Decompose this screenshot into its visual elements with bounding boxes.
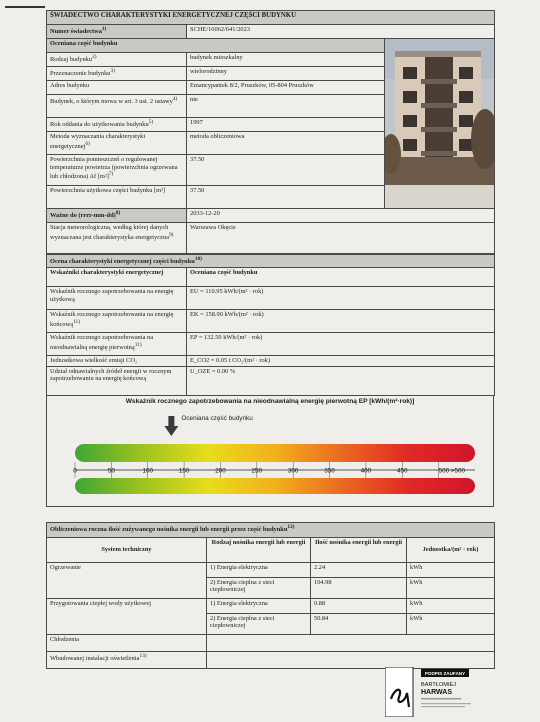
method-label: Metoda wyznaczania charakterystyki energetycznej$^{6)}$ bbox=[47, 132, 187, 155]
usable-area-label: Powierzchnia użytkowa części budynku [m²] bbox=[47, 186, 187, 209]
art3-building-label: Budynek, o którym mowa w art. 3 ust. 2 ustawy$^{4)}$ bbox=[47, 95, 187, 118]
energy-row-heating-amount-2: 104.98 bbox=[311, 577, 407, 598]
energy-row-heating-system: Ogrzewanie bbox=[47, 562, 207, 598]
scale-tick-label: 450 bbox=[397, 467, 408, 474]
document-title: ŚWIADECTWO CHARAKTERYSTYKI ENERGETYCZNEJ CZĘŚCI BUDYNKU bbox=[47, 11, 495, 25]
scale-tick-label: 250 bbox=[251, 467, 263, 474]
energy-col-unit: Jednostka/(m² · rok) bbox=[407, 537, 495, 562]
energy-col-carrier: Rodzaj nośnika energii lub energii bbox=[207, 537, 311, 562]
energy-col-system: System techniczny bbox=[47, 537, 207, 562]
co2-value: E_CO2 = 0.05 t CO₂/(m² · rok) bbox=[187, 355, 495, 366]
certificate-number-value: SCHE/16062/641/2023 bbox=[187, 25, 495, 39]
energy-row-cooling-empty bbox=[207, 634, 495, 651]
building-address-label: Adres budynku bbox=[47, 81, 187, 95]
signature-name-first: BARTŁOMIEJ bbox=[421, 682, 457, 688]
energy-row-lighting-system: Wbudowanej instalacji oświetlenia$^{13)}$ bbox=[47, 651, 207, 668]
energy-row-heating-carrier-2: 2) Energia cieplna z sieci ciepłowniczej bbox=[207, 577, 311, 598]
scale-tick-label: 0 bbox=[73, 467, 77, 474]
evaluation-header: Ocena charakterystyki energetycznej części budynku$^{10)}$ bbox=[47, 255, 495, 268]
certificate-number-label: Numer świadectwa$^{1)}$ bbox=[47, 25, 187, 39]
ek-value: EK = 158.90 kWh/(m² · rok) bbox=[187, 309, 495, 332]
method-value: metoda obliczeniowa bbox=[187, 132, 385, 155]
valid-until-value: 2033-12-20 bbox=[187, 209, 495, 223]
scale-tick-label: 150 bbox=[178, 467, 190, 474]
energy-row-cooling-system: Chłodzenia bbox=[47, 634, 207, 651]
scale-tick-label: 50 bbox=[107, 467, 115, 474]
usable-area-value: 37.50 bbox=[187, 186, 385, 209]
eu-label: Wskaźnik rocznego zapotrzebowania na energię użytkową bbox=[47, 286, 187, 309]
building-photo bbox=[385, 39, 495, 209]
year-built-value: 1997 bbox=[187, 118, 385, 132]
energy-row-heating-unit-1: kWh bbox=[407, 562, 495, 577]
building-purpose-label: Przeznaczenie budynku$^{3)}$ bbox=[47, 67, 187, 81]
certificate-main-table bbox=[46, 10, 495, 254]
building-type-value: budynek mieszkalny bbox=[187, 53, 385, 67]
evaluation-col-indicators: Wskaźniki charakterystyki energetycznej bbox=[47, 267, 187, 286]
signature-name-last: HARWAS bbox=[421, 689, 452, 696]
heated-area-value: 37.50 bbox=[187, 155, 385, 186]
scale-marker-shaft bbox=[168, 416, 174, 426]
energy-row-hotwater-amount-1: 0.88 bbox=[311, 598, 407, 613]
scale-tick-label: 400 bbox=[360, 467, 372, 474]
eu-value: EU = 110.95 kWh/(m² · rok) bbox=[187, 286, 495, 309]
energy-row-hotwater-carrier-2: 2) Energia cieplna z sieci ciepłowniczej bbox=[207, 613, 311, 634]
building-type-label: Rodzaj budynku$^{2)}$ bbox=[47, 53, 187, 67]
ep-scale-svg bbox=[47, 396, 493, 506]
heated-area-label: Powierzchnia pomieszczeń o regulowanej temperaturze powietrza (powierzchnia ogrzewana lub chłodzona) Af $[m^2]^{7)}$ bbox=[47, 155, 187, 186]
scale-tick-label: 100 bbox=[142, 467, 153, 474]
valid-until-label: Ważne do (rrrr-mm-dd)$^{8)}$ bbox=[47, 209, 187, 223]
oze-value: U_OZE = 0.00 % bbox=[187, 366, 495, 395]
scale-tick-label: 500 >500 bbox=[438, 467, 466, 474]
energy-row-heating-unit-2: kWh bbox=[407, 577, 495, 598]
ep-scale-chart bbox=[46, 396, 494, 507]
signature-badge: PODPIS ZAUFANY bbox=[424, 671, 466, 676]
building-photo-image bbox=[385, 39, 494, 185]
energy-row-hotwater-unit-1: kWh bbox=[407, 598, 495, 613]
scale-tick-label: 350 bbox=[324, 467, 335, 474]
scale-marker-label: Oceniana część budynku bbox=[181, 414, 253, 422]
scale-bar-bottom bbox=[75, 478, 475, 494]
ep-value: EP = 132.50 kWh/(m² · rok) bbox=[187, 332, 495, 355]
signature-logo bbox=[385, 667, 485, 717]
energy-table bbox=[46, 522, 495, 669]
weather-station-label: Stacja meteorologiczna, według której danych wyznaczana jest charakterystyka energetyczna$^{9)}$ bbox=[47, 223, 187, 254]
energy-row-heating-carrier-1: 1) Energia elektryczna bbox=[207, 562, 311, 577]
scale-bar-top bbox=[75, 444, 475, 462]
scale-marker-arrow-icon bbox=[164, 426, 178, 436]
year-built-label: Rok oddania do użytkowania budynku$^{5)}$ bbox=[47, 118, 187, 132]
assessed-part-header: Oceniana część budynku bbox=[47, 39, 385, 53]
co2-label: Jednostkowa wielkość emisji CO₂ bbox=[47, 355, 187, 366]
evaluation-col-assessed: Oceniana część budynku bbox=[187, 267, 495, 286]
energy-row-hotwater-unit-2: kWh bbox=[407, 613, 495, 634]
chart-title: Wskaźnik rocznego zapotrzebowania na nieodnawialną energię pierwotną EP [kWh/(m²·rok)] bbox=[125, 397, 415, 405]
energy-row-hotwater-carrier-1: 1) Energia elektryczna bbox=[207, 598, 311, 613]
energy-header: Obliczeniowa roczna ilość zużywanego nośnika energii lub energii przez część budynku$^{12)}$ bbox=[47, 522, 495, 537]
scale-tick-label: 200 bbox=[215, 467, 226, 474]
evaluation-table bbox=[46, 254, 495, 396]
ek-label: Wskaźnik rocznego zapotrzebowania na energię końcową$^{11)}$ bbox=[47, 309, 187, 332]
building-purpose-value: wielorodzinny bbox=[187, 67, 385, 81]
energy-row-hotwater-system: Przygotowania ciepłej wody użytkowej bbox=[47, 598, 207, 634]
energy-row-lighting-empty bbox=[207, 651, 495, 668]
energy-row-hotwater-amount-2: 50.84 bbox=[311, 613, 407, 634]
corner-mark bbox=[5, 6, 45, 8]
trusted-signature bbox=[385, 667, 485, 717]
weather-station-value: Warszawa Okęcie bbox=[187, 223, 495, 254]
scale-tick-label: 300 bbox=[287, 467, 299, 474]
energy-col-amount: Ilość nośnika energii lub energii bbox=[311, 537, 407, 562]
art3-building-value: nie bbox=[187, 95, 385, 118]
building-address-value: Emancypantek 8/2, Pruszków, 05-804 Pruszków bbox=[187, 81, 385, 95]
ep-label: Wskaźnik rocznego zapotrzebowania na nieodnawialną energię pierwotną$^{11)}$ bbox=[47, 332, 187, 355]
oze-label: Udział odnawialnych źródeł energii w rocznym zapotrzebowaniu na energię końcową bbox=[47, 366, 187, 395]
energy-row-heating-amount-1: 2.24 bbox=[311, 562, 407, 577]
certificate-document bbox=[46, 10, 494, 669]
